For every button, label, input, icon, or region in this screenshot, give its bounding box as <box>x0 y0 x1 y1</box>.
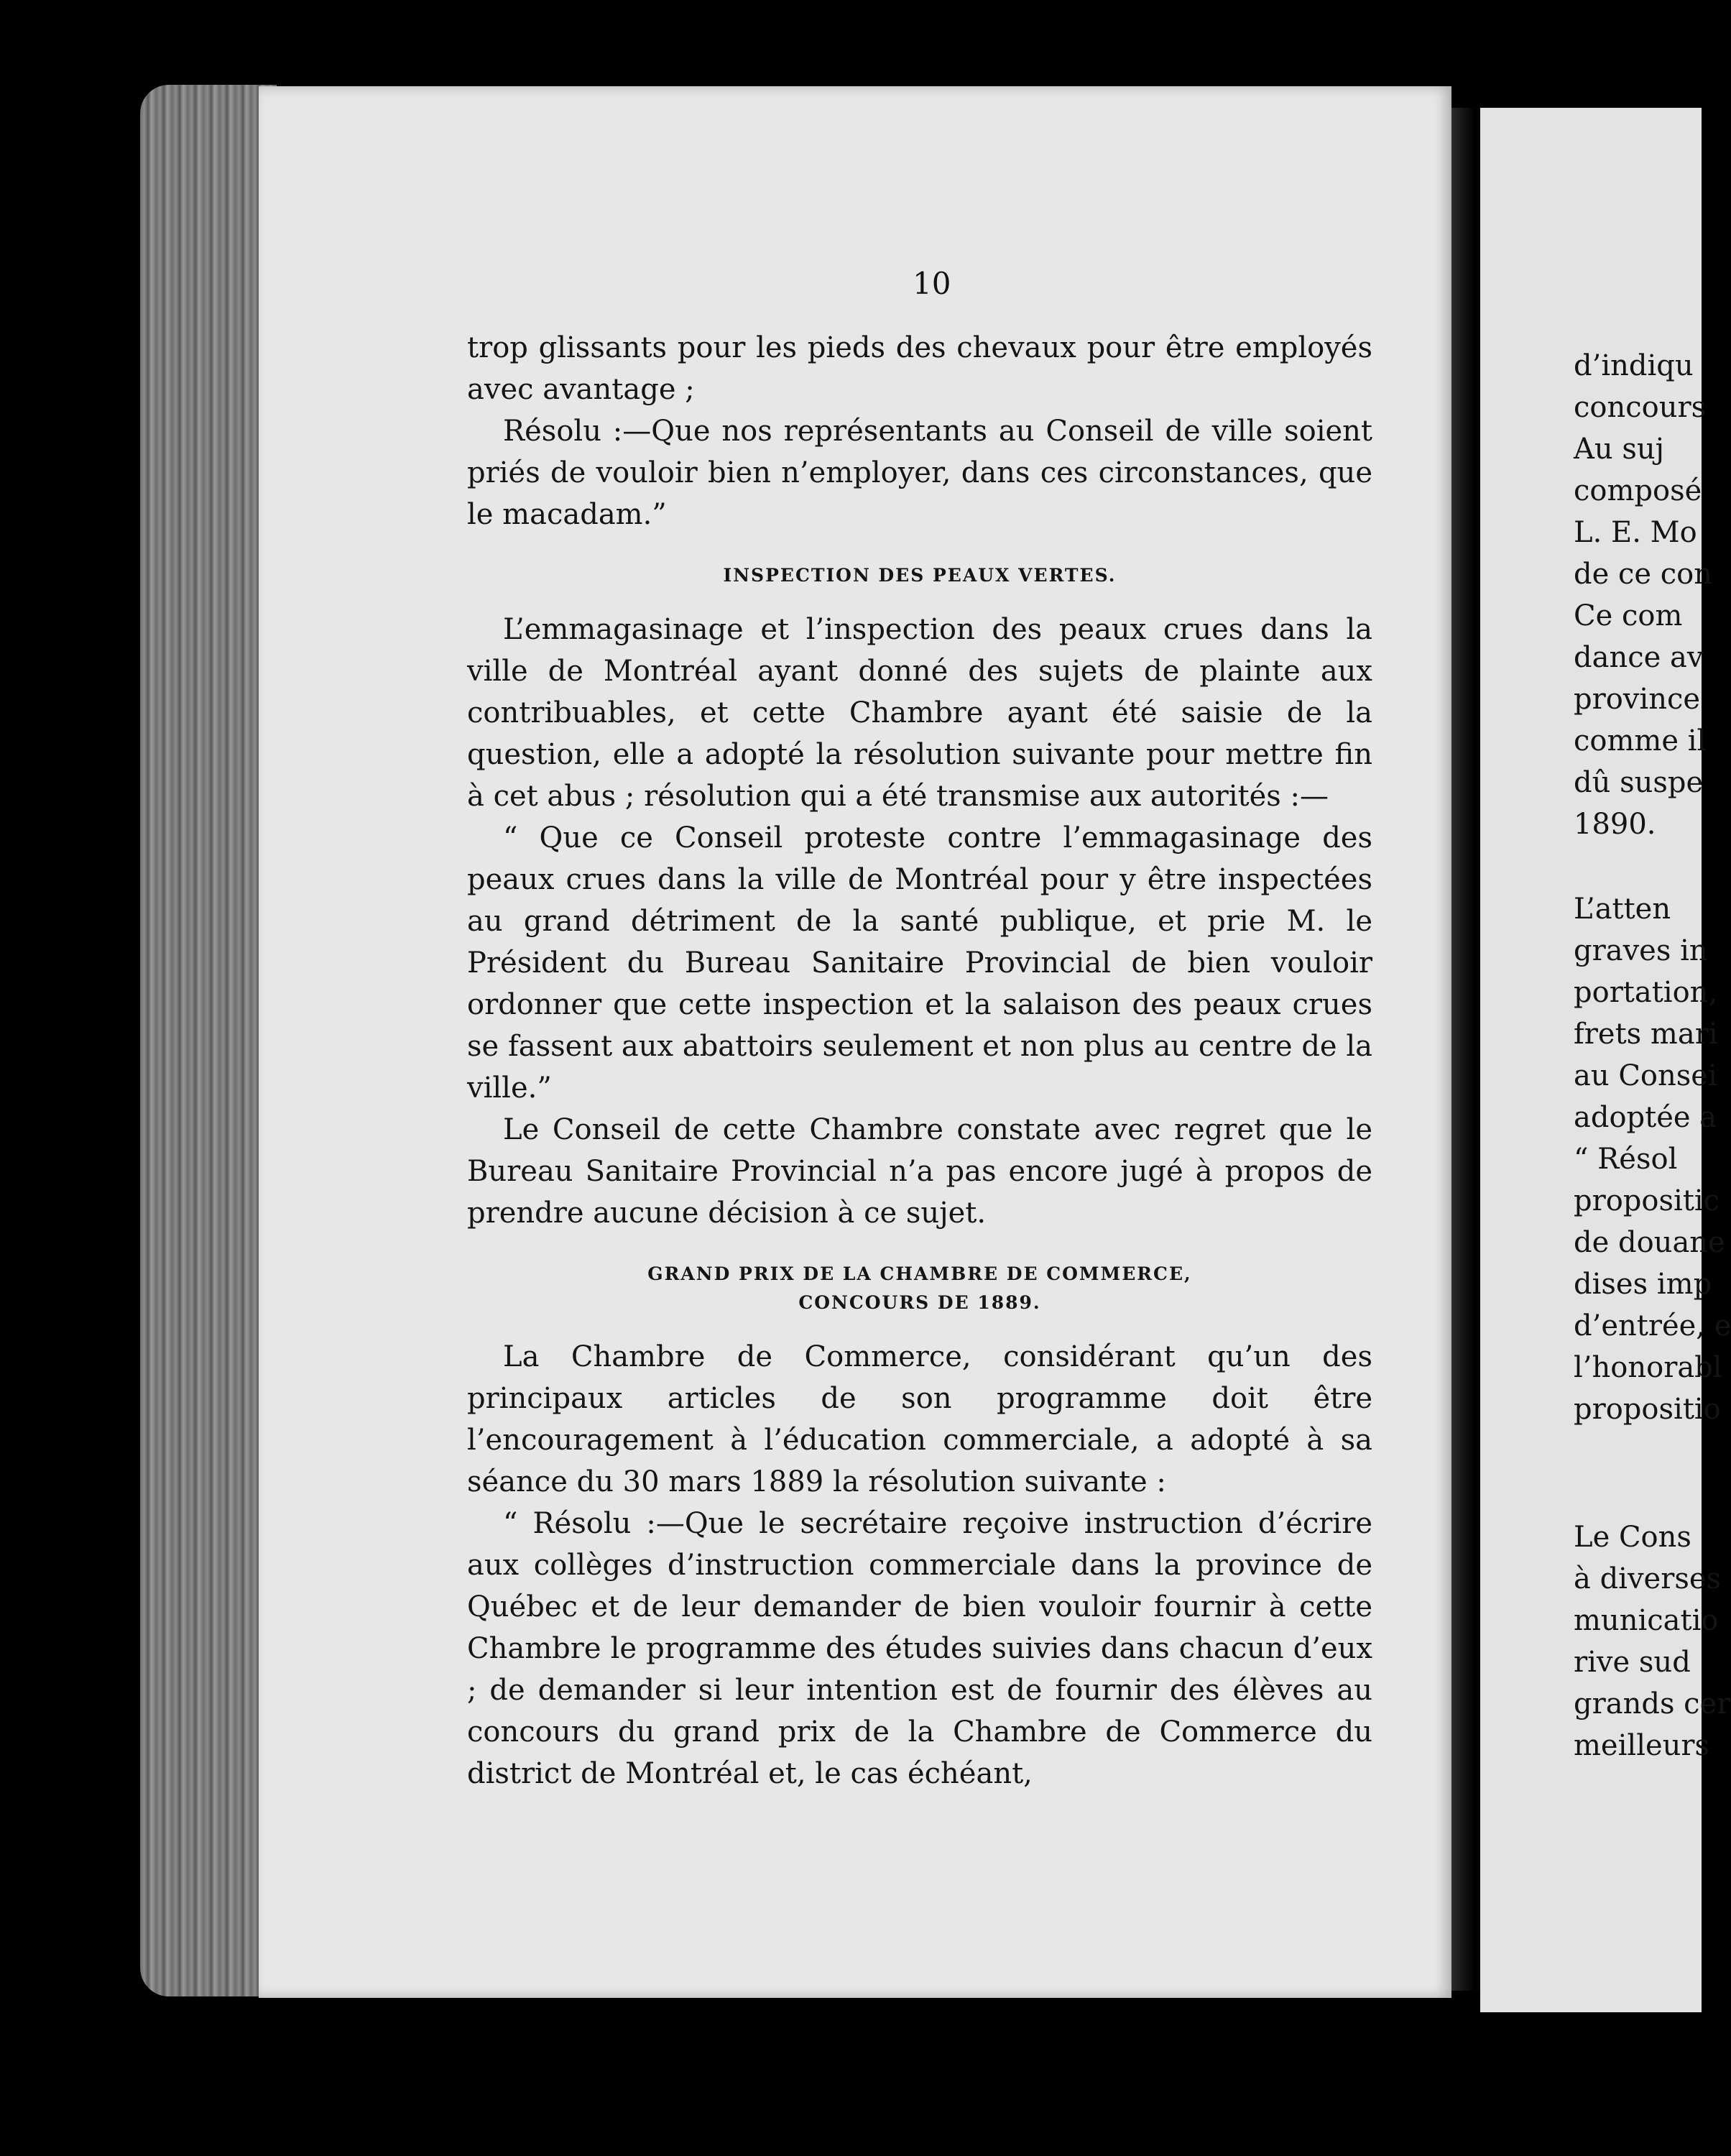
text-line: Ce com <box>1574 599 1683 632</box>
left-page-text <box>467 327 1372 1795</box>
text-line: de ce con <box>1574 558 1713 591</box>
page-number: 10 <box>913 266 951 301</box>
text-line: L. E. Mo <box>1574 516 1697 549</box>
text-line: l’honorabl <box>1574 1351 1722 1384</box>
text-line: Au suj <box>1574 433 1665 466</box>
right-page-text <box>1574 345 1731 1766</box>
text-line <box>1574 1473 1702 1516</box>
heading-line: GRAND PRIX DE LA CHAMBRE DE COMMERCE, <box>647 1263 1192 1284</box>
text-line: Le Cons <box>1574 1521 1691 1554</box>
quoted-resolution: “ Résolu :—Que le secrétaire reçoive instruction d’écrire aux collèges d’instruction commerciale dans la province de Québec et de leur demander de bien vouloir fournir à cette Chambre le programme des études suivies dans chacun d’eux ; de demander si leur intention est de fournir des élèves au concours du grand prix de la Chambre de Commerce du district de Montréal et, le cas échéant, <box>467 1507 1372 1790</box>
paragraph: trop glissants pour les pieds des chevaux pour être employés avec avantage ; <box>467 331 1372 406</box>
text-line: au Consei <box>1574 1059 1717 1092</box>
text-line: à diverses <box>1574 1562 1722 1595</box>
text-line: frets mari <box>1574 1018 1718 1051</box>
section-heading <box>467 561 1372 590</box>
paragraph: Le Conseil de cette Chambre constate avec regret que le Bureau Sanitaire Provincial n’a pas encore jugé à propos de prendre aucune décision à ce sujet. <box>467 1113 1372 1230</box>
paragraph: L’emmagasinage et l’inspection des peaux crues dans la ville de Montréal ayant donné des sujets de plainte aux contribuables, et cette Chambre ayant été saisie de la question, elle a adopté la résolution suivante pour mettre fin à cet abus ; résolution qui a été transmise aux autorités :— <box>467 613 1372 813</box>
paragraph: Résolu :—Que nos représentants au Conseil de ville soient priés de vouloir bien n’employer, dans ces circonstances, que le macadam.” <box>467 415 1372 531</box>
text-line: composé <box>1574 474 1702 507</box>
section-heading <box>467 1260 1372 1317</box>
text-line: concours <box>1574 391 1707 424</box>
text-line <box>1574 845 1702 888</box>
text-line: d’indiqu <box>1574 349 1694 382</box>
text-line: adoptée a <box>1574 1101 1717 1134</box>
quoted-resolution: “ Que ce Conseil proteste contre l’emmagasinage des peaux crues dans la ville de Montréal pour y être inspectées au grand détriment de la santé publique, et prie M. le Président du Bureau Sanitaire Provincial de bien vouloir ordonner que cette inspection et la salaison des peaux crues se fassent aux abattoirs seulement et non plus au centre de la ville.” <box>467 821 1372 1105</box>
text-line: dû suspe <box>1574 766 1704 799</box>
text-line: 1890. <box>1574 808 1656 841</box>
text-line: grands cer <box>1574 1687 1731 1720</box>
paragraph: La Chambre de Commerce, considérant qu’un des principaux articles de son programme doit être l’encouragement à l’éducation commerciale, a adopté à sa séance du 30 mars 1889 la résolution suivante : <box>467 1340 1372 1498</box>
text-line: d’entrée, e <box>1574 1309 1731 1342</box>
text-line: dance av <box>1574 641 1704 674</box>
text-line: rive sud <box>1574 1646 1691 1679</box>
text-line: graves in <box>1574 934 1708 967</box>
text-line: portation, <box>1574 976 1718 1009</box>
text-line <box>1574 1430 1702 1473</box>
book-page-edges <box>140 85 277 1996</box>
text-line: propositio <box>1574 1393 1721 1426</box>
text-line: province <box>1574 683 1701 716</box>
text-line: de douane <box>1574 1226 1725 1259</box>
text-line: propositic <box>1574 1184 1720 1217</box>
text-line: comme il <box>1574 724 1707 757</box>
text-line: municatio <box>1574 1604 1719 1637</box>
heading-line: CONCOURS DE 1889. <box>798 1292 1041 1313</box>
text-line: “ Résol <box>1574 1143 1678 1176</box>
heading-line: INSPECTION DES PEAUX VERTES. <box>723 565 1117 586</box>
text-line: dises imp <box>1574 1268 1712 1301</box>
text-line: meilleurs <box>1574 1729 1710 1762</box>
text-line: L’atten <box>1574 893 1671 926</box>
